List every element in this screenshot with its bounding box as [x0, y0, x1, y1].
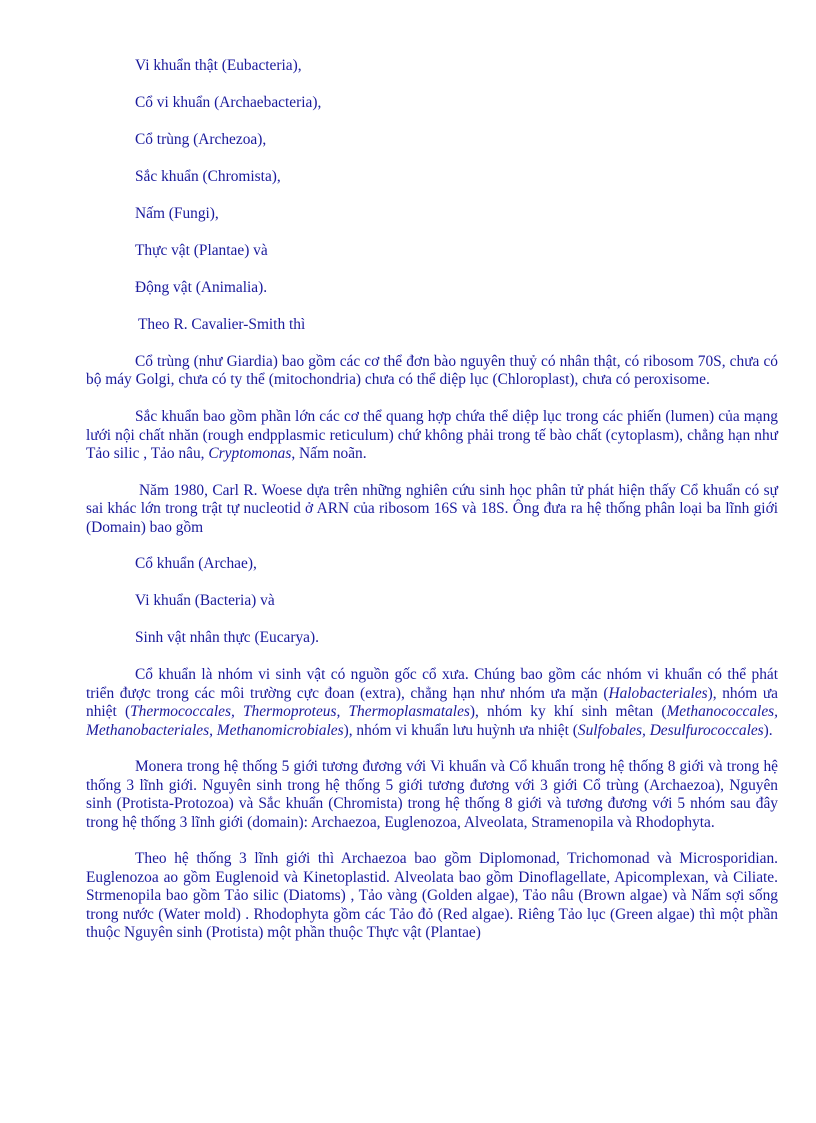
kingdom-item: Thực vật (Plantae) và: [135, 242, 268, 259]
cavalier-intro: Theo R. Cavalier-Smith thì: [138, 316, 306, 333]
document-page: [86, 57, 778, 942]
chromista-paragraph: [86, 408, 778, 463]
three-domain-paragraph: Theo hệ thống 3 lĩnh giới thì Archaezoa bao gồm Diplomonad, Trichomonad và Microsporidian. Euglenozoa ao gồm Euglenoid và Kinetoplastid. Alveolata bao gồm Dinoflagellate, Apicomplexan, và Ciliate. Strmenopila bao gồm Tảo silic (Diatoms) , Tảo vàng (Golden algae), Tảo nâu (Brown algae) và Nấm sợi sống trong nước (Water mold) . Rhodophyta gồm các Tảo đỏ (Red algae). Riêng Tảo lục (Green algae) thì một phần thuộc Nguyên sinh (Protista) một phần thuộc Thực vật (Plantae): [86, 850, 778, 942]
kingdom-item: Nấm (Fungi),: [135, 205, 219, 222]
chromista-tail: , Nấm noãn.: [291, 445, 367, 463]
kingdom-item: Cổ vi khuẩn (Archaebacteria),: [135, 94, 322, 111]
domain-item: Sinh vật nhân thực (Eucarya).: [135, 629, 319, 647]
methano-terms: Methanococcales, Methanobacteriales, Methanomicrobiales: [86, 703, 778, 739]
archezoa-paragraph: Cổ trùng (như Giardia) bao gồm các cơ thể đơn bào nguyên thuỷ có nhân thật, có ribosom 70S, chưa có bộ máy Golgi, chưa có ty thể (mitochondria) chưa có thể diệp lục (Chloroplast), chưa có peroxisome.: [86, 353, 778, 389]
archae-text-e: ).: [763, 721, 773, 739]
kingdom-item: Sắc khuẩn (Chromista),: [135, 168, 281, 185]
kingdom-item: Vi khuẩn thật (Eubacteria),: [135, 57, 302, 74]
halobacteriales-term: Halobacteriales: [608, 684, 708, 702]
domain-item: Cổ khuẩn (Archae),: [135, 555, 257, 573]
archae-paragraph: [86, 666, 778, 740]
archae-text-b: ), nhóm ưa nhiệt (: [86, 684, 779, 721]
kingdom-item: Động vật (Animalia).: [135, 279, 268, 296]
archae-text-c: ), nhóm ky khí sinh mêtan (: [469, 703, 667, 721]
domain-item: Vi khuẩn (Bacteria) và: [135, 592, 275, 610]
thermo-terms: Thermococcales, Thermoproteus, Thermoplasmatales: [130, 703, 470, 721]
chromista-text: Sắc khuẩn bao gồm phần lớn các cơ thể quang hợp chứa thể diệp lục trong các phiến (lumen) của mạng lưới nội chất nhăn (rough endpplasmic reticulum) chứ không phải trong tế bào chất (cytoplasm), chẳng hạn như Tảo silic , Tảo nâu,: [86, 408, 778, 463]
monera-paragraph: Monera trong hệ thống 5 giới tương đương với Vi khuẩn và Cổ khuẩn trong hệ thống 8 giới và trong hệ thống 3 lĩnh giới. Nguyên sinh trong hệ thống 5 giới tương đương với 3 giới Cổ trùng (Archaezoa), Nguyên sinh (Protista-Protozoa) và Sắc khuẩn (Chromista) trong hệ thống 8 giới và tương đương với 5 nhóm sau đây trong hệ thống 3 lĩnh giới (domain): Archaezoa, Euglenozoa, Alveolata, Stramenopila và Rhodophyta.: [86, 758, 778, 831]
cryptomonas-term: Cryptomonas: [208, 445, 292, 463]
sulfo-terms: Sulfobales, Desulfurococcales: [577, 721, 764, 739]
archae-text-d: ), nhóm vi khuẩn lưu huỳnh ưa nhiệt (: [343, 721, 578, 739]
woese-paragraph: Năm 1980, Carl R. Woese dựa trên những nghiên cứu sinh học phân tử phát hiện thấy Cổ khuẩn có sự sai khác lớn trong trật tự nucleotid ở ARN của ribosom 16S và 18S. Ông đưa ra hệ thống phân loại ba lĩnh giới (Domain) bao gồm: [86, 481, 778, 536]
archae-text-a: Cổ khuẩn là nhóm vi sinh vật có nguồn gốc cổ xưa. Chúng bao gồm các nhóm vi khuẩn có thể phát triển được trong các môi trường cực đoan (extra), chẳng hạn như nhóm ưa mặn (: [86, 666, 778, 702]
kingdom-item: Cổ trùng (Archezoa),: [135, 131, 267, 148]
